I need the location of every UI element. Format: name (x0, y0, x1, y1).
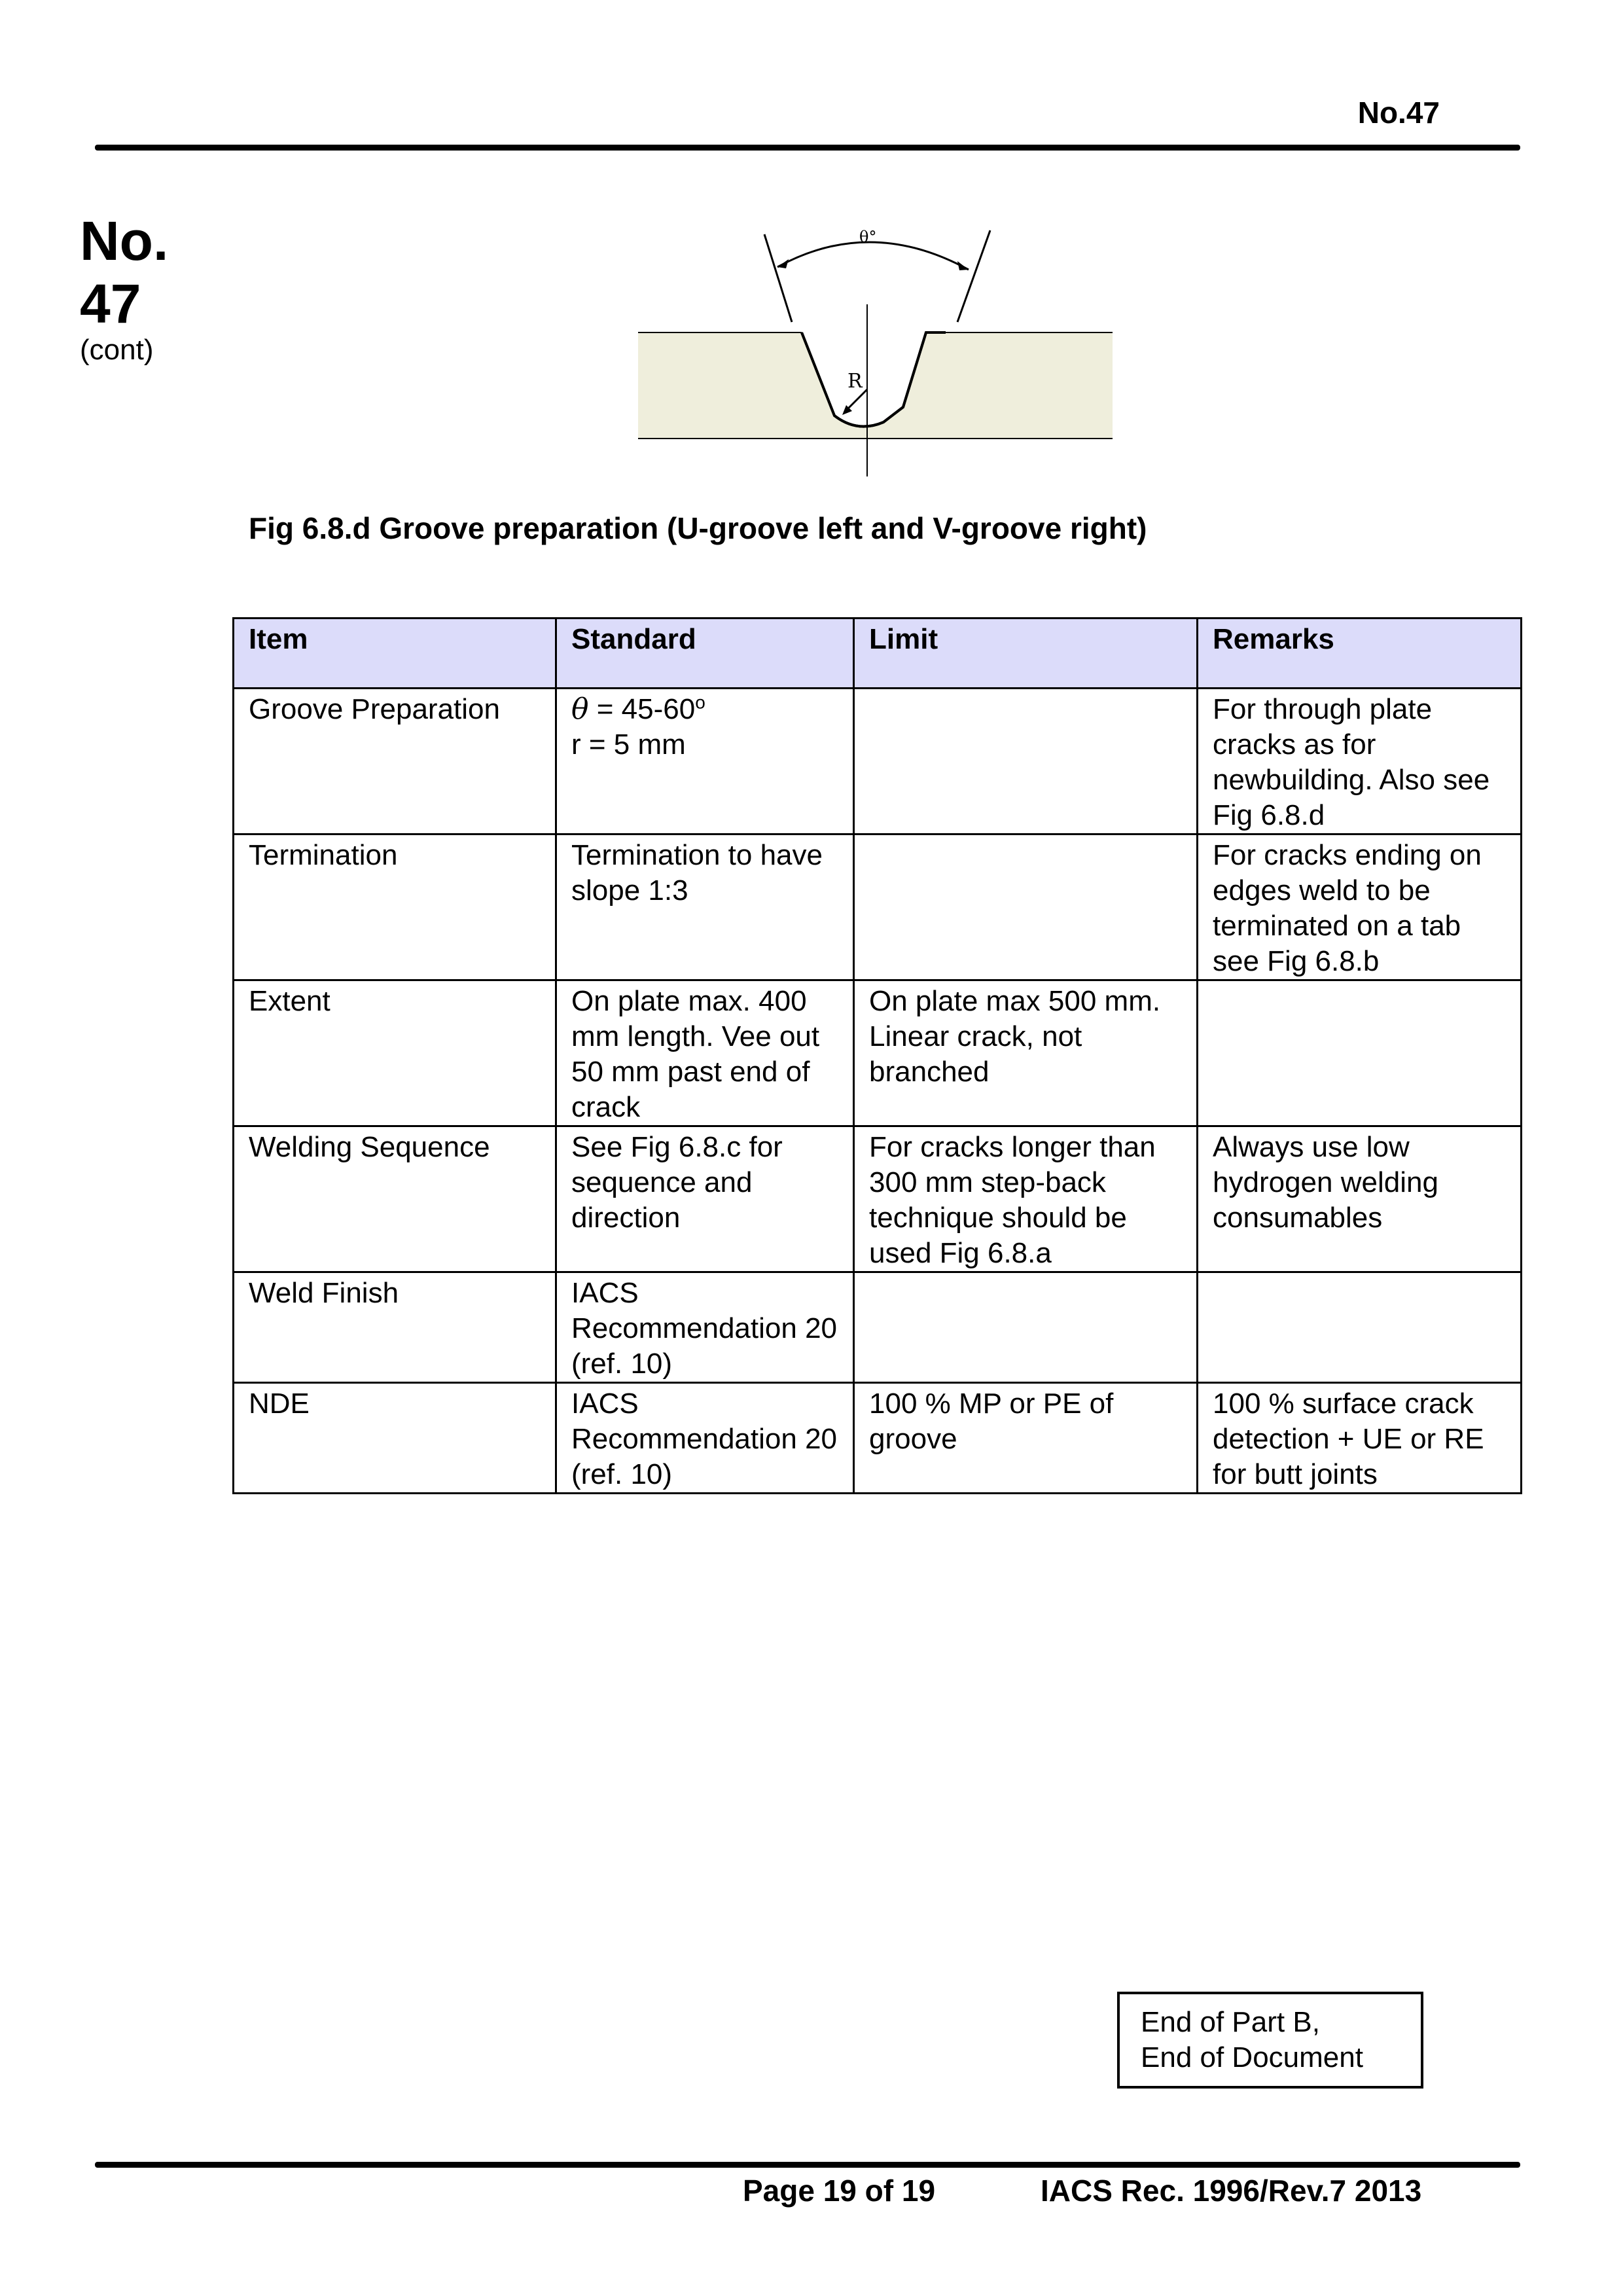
table-row (234, 1383, 1522, 1494)
cell-standard: IACS Recommendation 20 (ref. 10) (556, 1383, 854, 1494)
angle-value: = 45-60 (588, 693, 696, 725)
column-header-item: Item (234, 619, 556, 689)
cell-remarks (1198, 1272, 1522, 1383)
table-row (234, 689, 1522, 834)
table-row (234, 1126, 1522, 1272)
cell-remarks: For through plate cracks as for newbuilding. Also see Fig 6.8.d (1198, 689, 1522, 834)
cell-item: Welding Sequence (234, 1126, 556, 1272)
cell-limit (854, 689, 1198, 834)
degree-superscript: o (695, 692, 705, 713)
document-reference: IACS Rec. 1996/Rev.7 2013 (1041, 2174, 1422, 2208)
theta-label: θ° (859, 228, 877, 246)
side-cont-label: (cont) (80, 334, 154, 366)
cell-standard: On plate max. 400 mm length. Vee out 50 mm past end of crack (556, 980, 854, 1126)
radius-value: r = 5 mm (571, 728, 686, 761)
cell-item: Weld Finish (234, 1272, 556, 1383)
cell-standard: See Fig 6.8.c for sequence and direction (556, 1126, 854, 1272)
table-header-row (234, 619, 1522, 689)
cell-standard (556, 689, 854, 834)
cell-remarks (1198, 980, 1522, 1126)
document-number: No.47 (1357, 96, 1440, 130)
end-box-line-2: End of Document (1141, 2041, 1363, 2073)
column-header-remarks: Remarks (1198, 619, 1522, 689)
table-row (234, 980, 1522, 1126)
theta-symbol: θ (571, 692, 589, 726)
figure-caption: Fig 6.8.d Groove preparation (U-groove left and V-groove right) (249, 511, 1147, 545)
cell-remarks: For cracks ending on edges weld to be terminated on a tab see Fig 6.8.b (1198, 834, 1522, 980)
cell-limit: On plate max 500 mm. Linear crack, not branched (854, 980, 1198, 1126)
cell-limit: 100 % MP or PE of groove (854, 1383, 1198, 1494)
end-box-line-1: End of Part B, (1141, 2006, 1320, 2038)
side-recommendation-number (80, 209, 168, 335)
radius-label: R (847, 370, 863, 393)
cell-limit: For cracks longer than 300 mm step-back technique should be used Fig 6.8.a (854, 1126, 1198, 1272)
cell-item: NDE (234, 1383, 556, 1494)
end-of-document-box (1117, 1992, 1423, 2089)
side-no-value: 47 (80, 273, 141, 334)
header-rule (95, 145, 1520, 151)
footer-rule (95, 2162, 1520, 2168)
cell-standard: IACS Recommendation 20 (ref. 10) (556, 1272, 854, 1383)
table-row (234, 834, 1522, 980)
column-header-standard: Standard (556, 619, 854, 689)
cell-limit (854, 834, 1198, 980)
cell-limit (854, 1272, 1198, 1383)
angle-arc (777, 242, 969, 270)
column-header-limit: Limit (854, 619, 1198, 689)
cell-standard: Termination to have slope 1:3 (556, 834, 854, 980)
repair-standards-table (232, 617, 1522, 1494)
side-no-label: No. (80, 210, 169, 272)
table-row (234, 1272, 1522, 1383)
cell-item: Groove Preparation (234, 689, 556, 834)
cell-item: Termination (234, 834, 556, 980)
groove-preparation-figure (638, 223, 1113, 481)
cell-item: Extent (234, 980, 556, 1126)
cell-remarks: Always use low hydrogen welding consumables (1198, 1126, 1522, 1272)
cell-remarks: 100 % surface crack detection + UE or RE for butt joints (1198, 1383, 1522, 1494)
page-number: Page 19 of 19 (743, 2174, 936, 2208)
